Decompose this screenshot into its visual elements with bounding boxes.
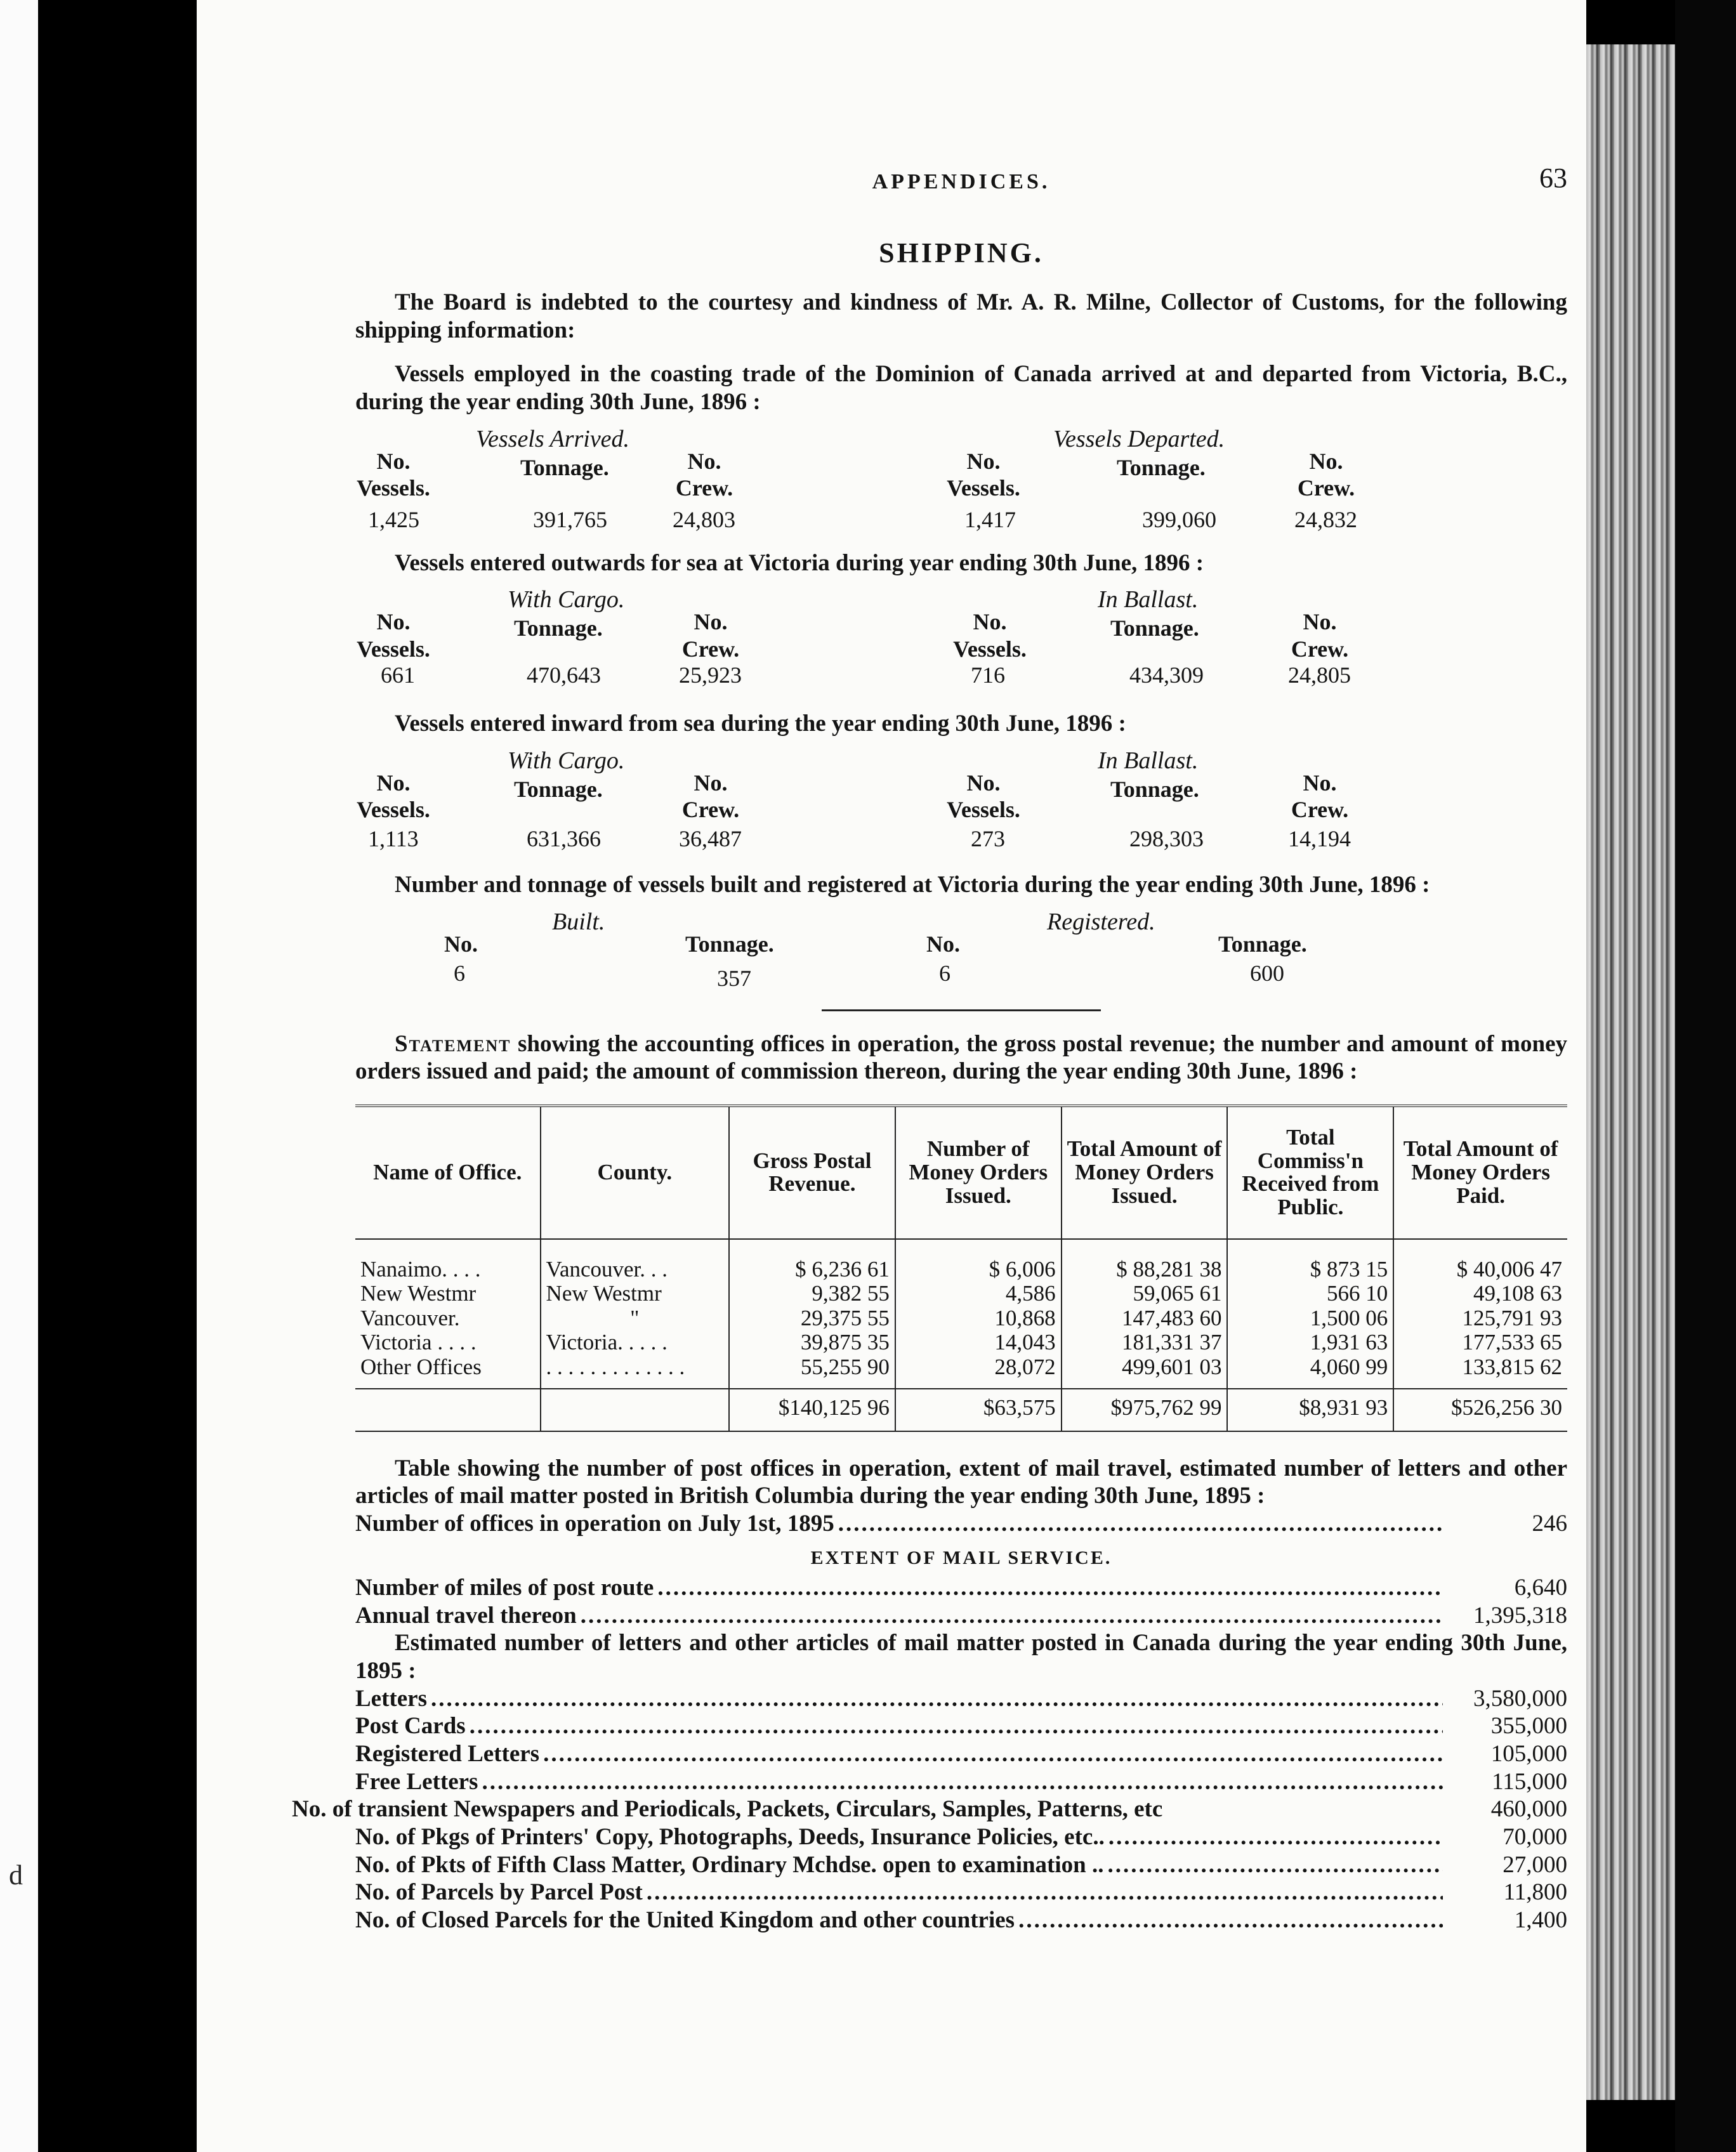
travel-row	[355, 1602, 1567, 1630]
offices-label: Number of offices in operation on July 1st, 1895	[355, 1511, 834, 1537]
built-heading: Built.	[552, 908, 605, 935]
item-value: 460,000	[1490, 1796, 1567, 1823]
table-cell: $ 6,006	[895, 1239, 1062, 1282]
value-cell: 24,832	[1294, 506, 1357, 532]
table-cell: Other Offices	[360, 1354, 482, 1379]
value-cell: 6	[454, 960, 465, 986]
col-no-crew: No. Crew.	[1297, 448, 1355, 501]
list-item	[355, 1823, 1567, 1851]
table-row	[355, 1282, 1567, 1306]
item-value: 70,000	[1503, 1824, 1567, 1851]
offices-value: 246	[1532, 1511, 1567, 1537]
adjacent-page-strip	[0, 0, 38, 2152]
table-cell: 55,255 90	[729, 1355, 895, 1389]
table-cell: $526,256 30	[1393, 1389, 1567, 1431]
page-number: 63	[1539, 162, 1567, 194]
value-cell: 631,366	[527, 825, 601, 851]
col-tonnage: Tonnage.	[520, 454, 609, 480]
table-total-row	[355, 1389, 1567, 1431]
col-header: Total Commiss'n Received from Public.	[1227, 1106, 1393, 1239]
postal-table	[355, 1105, 1567, 1432]
col-no-crew: No. Crew.	[681, 609, 740, 662]
leader-dots	[431, 1685, 1443, 1713]
table-row	[355, 1355, 1567, 1389]
list-item	[355, 1740, 1567, 1768]
value-cell: 399,060	[1142, 506, 1216, 532]
item-label: No. of Closed Parcels for the United Kingdom and other countries	[355, 1907, 1015, 1934]
leader-dots	[647, 1879, 1443, 1906]
table-cell: 39,875 35	[729, 1330, 895, 1355]
col-no-vessels: No. Vessels.	[357, 609, 430, 662]
table-cell: Vancouver.	[360, 1305, 460, 1330]
table-cell: $975,762 99	[1062, 1389, 1228, 1431]
leader-dots	[482, 1768, 1443, 1796]
section-divider	[822, 1009, 1101, 1011]
departed-heading: Vessels Departed.	[1053, 425, 1225, 452]
travel-label: Annual travel thereon	[355, 1602, 577, 1629]
col-tonnage: Tonnage.	[514, 615, 603, 641]
table-cell: $ 88,281 38	[1062, 1239, 1228, 1282]
value-cell: 600	[1250, 960, 1284, 986]
item-value: 105,000	[1490, 1741, 1567, 1768]
list-item	[355, 1851, 1567, 1879]
offices-row	[355, 1510, 1567, 1538]
leader-dots	[470, 1712, 1443, 1740]
item-label: No. of Parcels by Parcel Post	[355, 1879, 643, 1906]
route-value: 6,640	[1514, 1575, 1567, 1601]
built-table	[355, 908, 1567, 991]
value-cell: 36,487	[679, 825, 742, 851]
table-cell: . . . . . . . . . . . . .	[541, 1355, 730, 1389]
col-tonnage: Tonnage.	[1218, 931, 1307, 957]
table-cell: "	[541, 1306, 730, 1331]
value-cell: 1,425	[368, 506, 419, 532]
table-cell: $ 40,006 47	[1393, 1239, 1567, 1282]
page-content	[292, 162, 1567, 1934]
list-item	[355, 1768, 1567, 1796]
travel-value: 1,395,318	[1473, 1602, 1567, 1629]
with-cargo-heading: With Cargo.	[508, 586, 625, 613]
item-label: Free Letters	[355, 1768, 478, 1795]
route-row	[355, 1574, 1567, 1602]
adjacent-page-letter: d	[9, 1860, 23, 1891]
leader-dots	[543, 1740, 1443, 1768]
postal-caption	[355, 1030, 1567, 1086]
table-cell: $63,575	[895, 1389, 1062, 1431]
col-no-crew: No. Crew.	[675, 448, 733, 501]
postal-caption-lead: Statement	[395, 1030, 511, 1057]
leader-dots	[1108, 1823, 1443, 1851]
value-cell: 273	[971, 825, 1005, 851]
col-no-vessels: No. Vessels.	[947, 448, 1020, 501]
extent-heading: EXTENT OF MAIL SERVICE.	[810, 1547, 1112, 1568]
table-cell: 49,108 63	[1393, 1282, 1567, 1306]
section-title: SHIPPING.	[879, 237, 1044, 268]
table-cell: 14,043	[895, 1330, 1062, 1355]
table-cell	[541, 1389, 730, 1431]
in-ballast-heading: In Ballast.	[1098, 586, 1199, 613]
inward-caption: Vessels entered inward from sea during the year ending 30th June, 1896 :	[395, 711, 1126, 737]
col-tonnage: Tonnage.	[1110, 615, 1199, 641]
col-no: No.	[926, 931, 960, 957]
item-label: Post Cards	[355, 1713, 466, 1740]
table-cell: 29,375 55	[729, 1306, 895, 1331]
table-cell: 9,382 55	[729, 1282, 895, 1306]
table-cell: 181,331 37	[1062, 1330, 1228, 1355]
table-cell: $140,125 96	[729, 1389, 895, 1431]
value-cell: 1,417	[964, 506, 1016, 532]
item-value: 11,800	[1503, 1879, 1567, 1906]
table-cell: 1,500 06	[1227, 1306, 1393, 1331]
col-header: Name of Office.	[355, 1106, 541, 1239]
leader-dots	[1107, 1851, 1443, 1879]
col-no-crew: No. Crew.	[1291, 609, 1349, 662]
col-no-vessels: No. Vessels.	[357, 448, 430, 501]
value-cell: 1,113	[368, 825, 419, 851]
table-cell: $8,931 93	[1227, 1389, 1393, 1431]
table-cell: $ 6,236 61	[729, 1239, 895, 1282]
col-header: Gross Postal Revenue.	[729, 1106, 895, 1239]
table-cell: 499,601 03	[1062, 1355, 1228, 1389]
col-no: No.	[444, 931, 478, 957]
table-row	[355, 1330, 1567, 1355]
estimate-caption: Estimated number of letters and other articles of mail matter posted in Canada during the year ending 30th June, 1895 :	[355, 1630, 1567, 1684]
book-page	[197, 0, 1586, 2152]
col-header: Total Amount of Money Orders Paid.	[1393, 1106, 1567, 1239]
list-item	[355, 1685, 1567, 1713]
col-no-vessels: No. Vessels.	[357, 770, 430, 823]
col-no-crew: No. Crew.	[1291, 770, 1349, 823]
table-cell	[355, 1389, 541, 1431]
outwards-caption: Vessels entered outwards for sea at Victoria during year ending 30th June, 1896 :	[395, 549, 1204, 576]
item-value: 115,000	[1492, 1768, 1567, 1795]
mail-caption: Table showing the number of post offices in operation, extent of mail travel, estimated number of letters and other articles of mail matter posted in British Columbia during the year ending 30th June, 1895 :	[355, 1455, 1567, 1509]
col-no-crew: No. Crew.	[681, 770, 740, 823]
value-cell: 391,765	[533, 506, 607, 532]
leader-dots	[838, 1510, 1443, 1538]
item-label: Letters	[355, 1685, 427, 1712]
table-cell: New Westmr	[541, 1282, 730, 1306]
table-cell: New Westmr	[360, 1281, 477, 1306]
value-cell: 298,303	[1129, 825, 1204, 851]
value-cell: 24,803	[673, 506, 735, 532]
item-value: 27,000	[1503, 1851, 1567, 1878]
item-label: No. of Pkts of Fifth Class Matter, Ordinary Mchdse. open to examination ..	[355, 1851, 1104, 1878]
list-item	[292, 1795, 1567, 1823]
table-cell: 177,533 65	[1393, 1330, 1567, 1355]
arrived-heading: Vessels Arrived.	[476, 425, 630, 452]
col-no-vessels: No. Vessels.	[947, 770, 1020, 823]
leader-dots	[657, 1574, 1443, 1602]
in-ballast-heading: In Ballast.	[1098, 747, 1199, 774]
value-cell: 24,805	[1288, 662, 1351, 688]
inward-table	[355, 747, 1567, 855]
table-cell: 28,072	[895, 1355, 1062, 1389]
list-item	[355, 1879, 1567, 1906]
table-cell: Vancouver. . .	[541, 1239, 730, 1282]
running-title: APPENDICES.	[872, 170, 1051, 194]
list-item	[355, 1906, 1567, 1934]
item-label: No. of transient Newspapers and Periodicals, Packets, Circulars, Samples, Patterns, etc	[292, 1796, 1163, 1823]
intro-paragraph: The Board is indebted to the courtesy and kindness of Mr. A. R. Milne, Collector of Customs, for the following shipping information:	[355, 289, 1567, 343]
route-label: Number of miles of post route	[355, 1575, 654, 1601]
value-cell: 6	[939, 960, 950, 986]
table-cell: 147,483 60	[1062, 1306, 1228, 1331]
col-tonnage: Tonnage.	[1110, 776, 1199, 802]
coasting-table	[355, 425, 1567, 533]
postal-caption-rest: showing the accounting offices in operation, the gross postal revenue; the number and amount of money orders issued and paid; the amount of commission thereon, during the year ending 30th June, 1896 :	[355, 1030, 1567, 1085]
col-tonnage: Tonnage.	[1117, 454, 1206, 480]
item-value: 3,580,000	[1473, 1685, 1567, 1712]
scan-background	[1675, 0, 1736, 2152]
value-cell: 470,643	[527, 662, 601, 688]
coasting-caption: Vessels employed in the coasting trade of the Dominion of Canada arrived at and departed from Victoria, B.C., during the year ending 30th June, 1896 :	[355, 361, 1567, 415]
leader-dots	[581, 1602, 1443, 1630]
item-value: 1,400	[1514, 1907, 1567, 1934]
built-caption: Number and tonnage of vessels built and registered at Victoria during the year ending 30th June, 1896 :	[395, 871, 1430, 898]
table-cell: 566 10	[1227, 1282, 1393, 1306]
table-cell: Victoria. . . . .	[541, 1330, 730, 1355]
with-cargo-heading: With Cargo.	[508, 747, 625, 774]
leader-dots	[1018, 1906, 1443, 1934]
value-cell: 716	[971, 662, 1005, 688]
value-cell: 25,923	[679, 662, 742, 688]
value-cell: 661	[381, 662, 415, 688]
table-cell: 59,065 61	[1062, 1282, 1228, 1306]
scan-gutter	[38, 0, 197, 2152]
table-cell: Victoria . . . .	[360, 1330, 477, 1355]
book-page-edges	[1586, 44, 1675, 2100]
table-cell: 4,586	[895, 1282, 1062, 1306]
col-header: County.	[541, 1106, 730, 1239]
item-value: 355,000	[1490, 1713, 1567, 1740]
registered-heading: Registered.	[1047, 908, 1155, 935]
table-cell: Nanaimo. . . .	[360, 1256, 481, 1282]
col-header: Total Amount of Money Orders Issued.	[1062, 1106, 1228, 1239]
table-cell: 125,791 93	[1393, 1306, 1567, 1331]
item-label: Registered Letters	[355, 1741, 540, 1768]
table-cell: 4,060 99	[1227, 1355, 1393, 1389]
table-cell: 133,815 62	[1393, 1355, 1567, 1389]
col-no-vessels: No. Vessels.	[953, 609, 1027, 662]
item-label: No. of Pkgs of Printers' Copy, Photographs, Deeds, Insurance Policies, etc..	[355, 1824, 1105, 1851]
table-cell: 10,868	[895, 1306, 1062, 1331]
value-cell: 357	[717, 965, 751, 991]
table-cell: $ 873 15	[1227, 1239, 1393, 1282]
table-row	[355, 1306, 1567, 1331]
list-item	[355, 1712, 1567, 1740]
table-header-row	[355, 1106, 1567, 1239]
table-cell: 1,931 63	[1227, 1330, 1393, 1355]
value-cell: 14,194	[1288, 825, 1351, 851]
outwards-table	[355, 586, 1567, 693]
col-tonnage: Tonnage.	[514, 776, 603, 802]
col-tonnage: Tonnage.	[685, 931, 774, 957]
value-cell: 434,309	[1129, 662, 1204, 688]
col-header: Number of Money Orders Issued.	[895, 1106, 1062, 1239]
table-row	[355, 1239, 1567, 1282]
running-header	[355, 162, 1567, 200]
